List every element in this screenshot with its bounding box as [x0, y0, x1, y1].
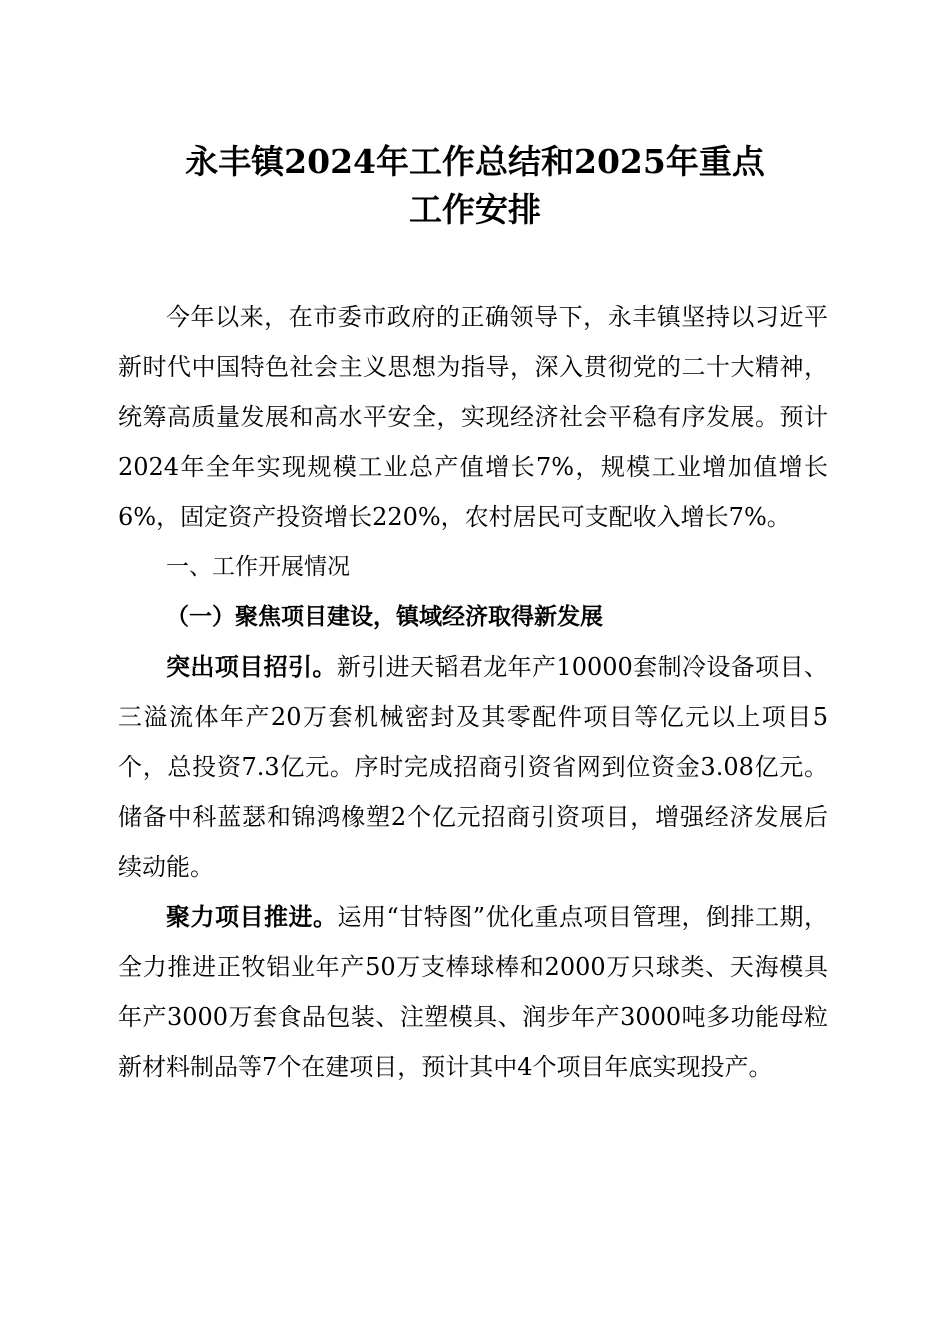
paragraph-lead: 聚力项目推进。 [166, 902, 338, 931]
document-title-line-1: 永丰镇2024年工作总结和2025年重点 [185, 142, 765, 181]
intro-paragraph: 今年以来，在市委市政府的正确领导下，永丰镇坚持以习近平新时代中国特色社会主义思想为指导，深入贯彻党的二十大精神，统筹高质量发展和高水平安全，实现经济社会平稳有序发展。预计2024年全年实现规模工业总产值增长7%，规模工业增加值增长6%，固定资产投资增长220%，农村居民可支配收入增长7%。 [118, 303, 828, 531]
document-body [118, 292, 828, 1092]
paragraph-project-attraction [118, 642, 828, 892]
paragraph-project-advancement [118, 892, 828, 1092]
document-title-line-2: 工作安排 [409, 190, 541, 229]
section-heading: 一、工作开展情况 [166, 554, 350, 580]
subsection-heading: （一）聚焦项目建设，镇域经济取得新发展 [166, 603, 603, 630]
paragraph-lead: 突出项目招引。 [166, 652, 337, 681]
paragraph-text: 新引进天韬君龙年产10000套制冷设备项目、三溢流体年产20万套机械密封及其零配件项目等亿元以上项目5个，总投资7.3亿元。序时完成招商引资省网到位资金3.08亿元。储备中科蓝瑟和锦鸿橡塑2个亿元招商引资项目，增强经济发展后续动能。 [118, 653, 828, 881]
paragraph-text: 运用“甘特图”优化重点项目管理，倒排工期，全力推进正牧铝业年产50万支棒球棒和2000万只球类、天海模具年产3000万套食品包装、注塑模具、润步年产3000吨多功能母粒新材料制品等7个在建项目，预计其中4个项目年底实现投产。 [118, 903, 829, 1081]
